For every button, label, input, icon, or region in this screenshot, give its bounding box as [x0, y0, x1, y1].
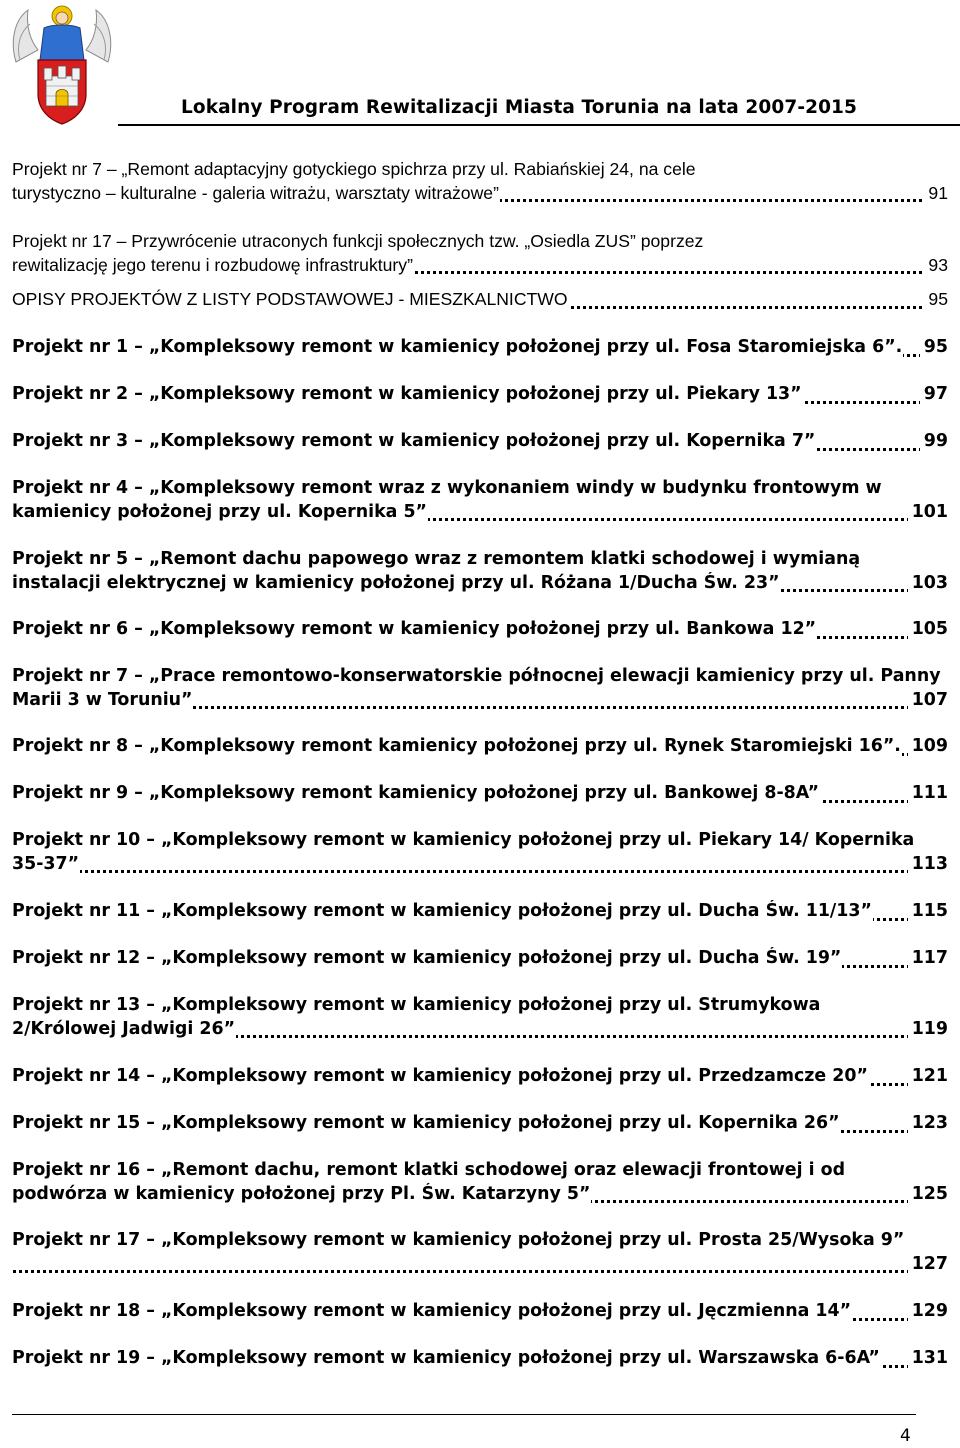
toc-entry-title: Projekt nr 12 – „Kompleksowy remont w kamienicy położonej przy ul. Ducha Św. 19”: [12, 948, 842, 968]
toc-page-number: 105: [908, 618, 948, 642]
toc-page-number: 93: [924, 254, 948, 278]
toc-entry-title: kamienicy położonej przy ul. Kopernika 5”: [12, 501, 427, 522]
toc-entry-line: [12, 1159, 948, 1183]
toc-entry-line: [12, 782, 948, 806]
toc-entry[interactable]: [12, 1065, 948, 1089]
toc-entry-title: Projekt nr 11 – „Kompleksowy remont w kamienicy położonej przy ul. Ducha Św. 11/13”: [12, 901, 872, 921]
toc-page-number: 127: [908, 1253, 948, 1277]
toc-entry-title: Projekt nr 17 – Przywrócenie utraconych funkcji społecznych tzw. „Osiedla ZUS” poprzez: [12, 231, 704, 251]
toc-entry[interactable]: [12, 665, 948, 712]
toc-entry-title: OPISY PROJEKTÓW Z LISTY PODSTAWOWEJ - MIESZKALNICTWO: [12, 289, 568, 309]
toc-page-number: 107: [908, 689, 948, 713]
toc-entry-title: turystyczno – kulturalne - galeria witrażu, warsztaty witrażowe”: [12, 182, 499, 203]
toc-entry-line: [12, 947, 948, 971]
toc-entry-title: Projekt nr 4 – „Kompleksowy remont wraz z wykonaniem windy w budynku frontowym w: [12, 478, 882, 498]
toc-entry[interactable]: [12, 735, 948, 759]
toc-entry[interactable]: [12, 430, 948, 454]
toc-entry-line: [12, 572, 948, 596]
toc-entry-title: [12, 1254, 13, 1274]
toc-entry-line: [12, 477, 948, 501]
toc-entry-title: Projekt nr 5 – „Remont dachu papowego wraz z remontem klatki schodowej i wymianą: [12, 549, 861, 569]
toc-entry-line: [12, 1229, 948, 1253]
page-number: 4: [900, 1426, 911, 1446]
toc-entry[interactable]: [12, 383, 948, 407]
toc-entry-line: [12, 1347, 948, 1371]
toc-entry-title: Projekt nr 17 – „Kompleksowy remont w kamienicy położonej przy ul. Prosta 25/Wysoka 9”: [12, 1230, 905, 1250]
toc-entry-line: [12, 288, 948, 312]
toc-entry-line: [12, 689, 948, 713]
toc-entry-line: [12, 430, 948, 454]
toc-page-number: 109: [908, 735, 948, 759]
toc-page-number: 95: [924, 288, 948, 312]
toc-page-number: 123: [908, 1112, 948, 1136]
toc-entry-title: Projekt nr 2 – „Kompleksowy remont w kamienicy położonej przy ul. Piekary 13”: [12, 384, 802, 404]
toc-entry-title: Projekt nr 8 – „Kompleksowy remont kamienicy położonej przy ul. Rynek Staromiejski 16”.: [12, 736, 901, 756]
toc-entry[interactable]: [12, 1229, 948, 1276]
toc-entry-line: [12, 383, 948, 407]
toc-entry-title: Projekt nr 18 – „Kompleksowy remont w kamienicy położonej przy ul. Jęczmienna 14”: [12, 1301, 852, 1321]
toc-entry-line: [12, 501, 948, 525]
toc-entry-line: [12, 853, 948, 877]
toc-entry[interactable]: [12, 1159, 948, 1206]
toc-entry-title: Projekt nr 10 – „Kompleksowy remont w kamienicy położonej przy ul. Piekary 14/ Kopernika: [12, 830, 915, 850]
toc-entry-title: Projekt nr 7 – „Prace remontowo-konserwatorskie północnej elewacji kamienicy przy ul. Panny: [12, 666, 941, 686]
header-divider: [118, 124, 960, 126]
toc-page-number: 113: [908, 853, 948, 877]
toc-page-number: 99: [920, 430, 948, 454]
toc-entry-title: Projekt nr 3 – „Kompleksowy remont w kamienicy położonej przy ul. Kopernika 7”: [12, 431, 816, 451]
toc-entry-title: 2/Królowej Jadwigi 26”: [12, 1018, 236, 1039]
document-title: Lokalny Program Rewitalizacji Miasta Torunia na lata 2007-2015: [181, 97, 857, 118]
toc-entry-line: [12, 900, 948, 924]
toc-page-number: 115: [908, 900, 948, 924]
toc-entry[interactable]: [12, 158, 948, 205]
toc-entry-title: 35-37”: [12, 853, 80, 874]
toc-page-number: 117: [908, 947, 948, 971]
toc-entry-title: Marii 3 w Toruniu”: [12, 689, 193, 710]
toc-page-number: 95: [920, 336, 948, 360]
toc-entry-line: [12, 158, 948, 182]
toc-entry[interactable]: [12, 1112, 948, 1136]
toc-page-number: 111: [908, 782, 948, 806]
toc-entry[interactable]: [12, 994, 948, 1041]
toc-entry-line: [12, 829, 948, 853]
toc-entry-title: Projekt nr 7 – „Remont adaptacyjny gotyckiego spichrza przy ul. Rabiańskiej 24, na cele: [12, 159, 696, 179]
toc-entry-line: [12, 994, 948, 1018]
toc-entry[interactable]: [12, 1347, 948, 1371]
toc-page-number: 129: [908, 1300, 948, 1324]
footer-divider: [12, 1414, 916, 1415]
toc-entry-title: Projekt nr 14 – „Kompleksowy remont w kamienicy położonej przy ul. Przedzamcze 20”: [12, 1066, 868, 1086]
toc-entry-line: [12, 1065, 948, 1089]
toc-entry[interactable]: [12, 1300, 948, 1324]
toc-page-number: 121: [908, 1065, 948, 1089]
toc-page-number: 91: [924, 182, 948, 206]
toc-entry-line: [12, 254, 948, 278]
toc-page-number: 125: [908, 1183, 948, 1207]
toc-entry-title: Projekt nr 9 – „Kompleksowy remont kamienicy położonej przy ul. Bankowej 8-8A”: [12, 783, 820, 803]
toc-page-number: 119: [908, 1018, 948, 1042]
toc-entry-line: [12, 735, 948, 759]
toc-entry[interactable]: [12, 230, 948, 277]
toc-entry-title: Projekt nr 15 – „Kompleksowy remont w kamienicy położonej przy ul. Kopernika 26”: [12, 1113, 840, 1133]
toc-entry-line: [12, 548, 948, 572]
toc-page-number: 97: [920, 383, 948, 407]
toc-entry-line: [12, 618, 948, 642]
toc-entry-title: Projekt nr 6 – „Kompleksowy remont w kamienicy położonej przy ul. Bankowa 12”: [12, 619, 817, 639]
toc-entry[interactable]: [12, 829, 948, 876]
toc-entry-line: [12, 1253, 948, 1277]
toc-entry-title: podwórza w kamienicy położonej przy Pl. Św. Katarzyny 5”: [12, 1183, 591, 1204]
toc-entry[interactable]: [12, 782, 948, 806]
toc-entry[interactable]: [12, 548, 948, 595]
toc-entry-line: [12, 336, 948, 360]
toc-entry[interactable]: [12, 288, 948, 312]
dot-leader: [12, 870, 948, 873]
toc-entry-line: [12, 182, 948, 206]
toc-entry-title: Projekt nr 13 – „Kompleksowy remont w kamienicy położonej przy ul. Strumykowa: [12, 995, 821, 1015]
toc-page-number: 101: [908, 501, 948, 525]
toc-entry-title: instalacji elektrycznej w kamienicy położonej przy ul. Różana 1/Ducha Św. 23”: [12, 572, 780, 593]
toc-entry-title: rewitalizację jego terenu i rozbudowę infrastruktury”: [12, 254, 413, 275]
toc-entry[interactable]: [12, 900, 948, 924]
toc-entry[interactable]: [12, 336, 948, 360]
torun-coat-of-arms-logo: [8, 2, 116, 126]
dot-leader: [12, 1270, 948, 1273]
toc-entry-line: [12, 1183, 948, 1207]
toc-entry[interactable]: [12, 618, 948, 642]
toc-page-number: 131: [908, 1347, 948, 1371]
toc-entry-line: [12, 1300, 948, 1324]
toc-entry-line: [12, 1112, 948, 1136]
toc-page-number: 103: [908, 572, 948, 596]
toc-entry-title: Projekt nr 1 – „Kompleksowy remont w kamienicy położonej przy ul. Fosa Staromiejska 6”.: [12, 337, 903, 357]
toc-entry[interactable]: [12, 477, 948, 524]
page-header: [0, 0, 960, 130]
toc-entry-line: [12, 1018, 948, 1042]
toc-entry-title: Projekt nr 19 – „Kompleksowy remont w kamienicy położonej przy ul. Warszawska 6-6A”: [12, 1348, 880, 1368]
toc-entry-line: [12, 230, 948, 254]
toc-entry-title: Projekt nr 16 – „Remont dachu, remont klatki schodowej oraz elewacji frontowej i od: [12, 1160, 846, 1180]
toc-entry[interactable]: [12, 947, 948, 971]
toc-entry-line: [12, 665, 948, 689]
